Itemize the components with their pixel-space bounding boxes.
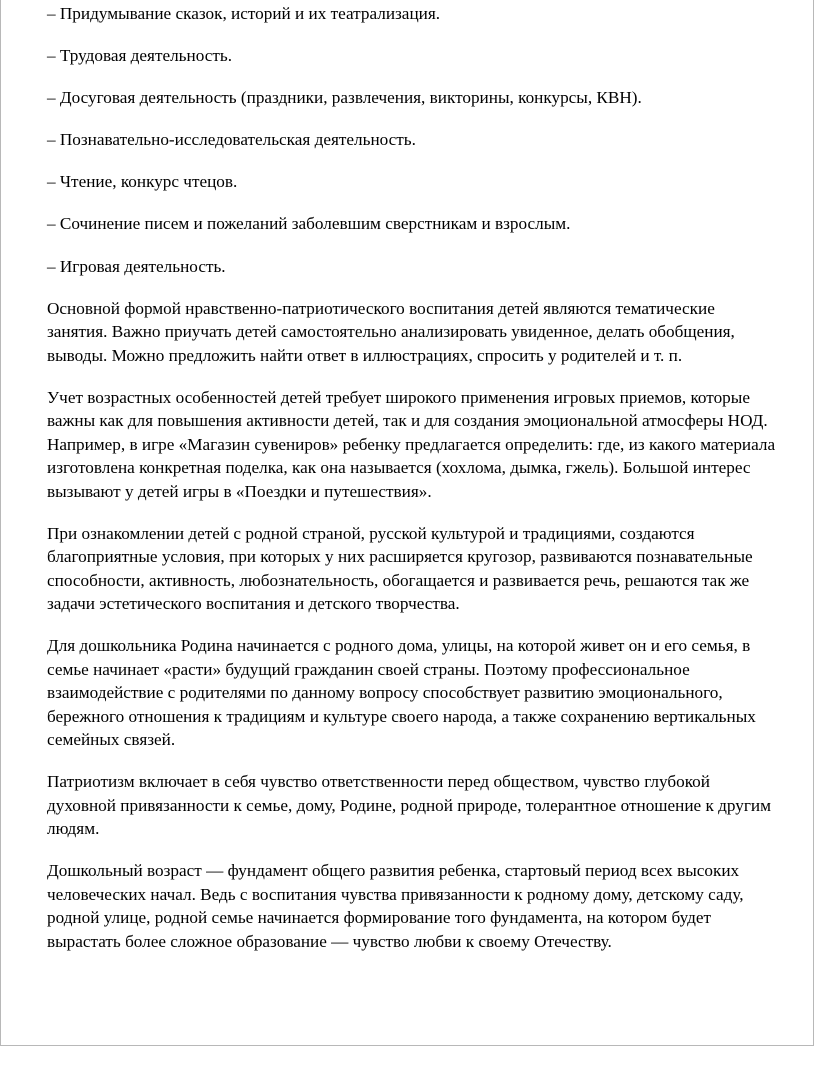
paragraph-patriotism: Патриотизм включает в себя чувство ответственности перед обществом, чувство глубокой духовной привязанности к семье, дому, Родине, родной природе, толерантное отношение к другим людям. [47, 772, 771, 839]
list-item-reading: – Чтение, конкурс чтецов. [47, 172, 238, 192]
paragraph-motherland-home: Для дошкольника Родина начинается с родного дома, улицы, на которой живет он и его семья, в семье начинает «расти» будущий гражданин своей страны. Поэтому профессиональное взаимодействие с родителями по данному вопросу способствует развитию эмоционального, бережного отношения к традициям и культуре своего народа, а также сохранению вертикальных семейных связей. [47, 636, 756, 750]
list-item-leisure: – Досуговая деятельность (праздники, развлечения, викторины, конкурсы, КВН). [47, 88, 642, 108]
list-item-labor: – Трудовая деятельность. [47, 46, 232, 66]
list-item-letters: – Сочинение писем и пожеланий заболевшим сверстникам и взрослым. [47, 214, 571, 234]
document-body [47, 0, 777, 972]
list-item-research: – Познавательно-исследовательская деятельность. [47, 130, 416, 150]
paragraph-preschool-age: Дошкольный возраст — фундамент общего развития ребенка, стартовый период всех высоких человеческих начал. Ведь с воспитания чувства привязанности к родному дому, детскому саду, родной улице, родной семье начинается формирование того фундамента, на котором будет вырастать более сложное образование — чувство любви к своему Отечеству. [47, 861, 744, 951]
paragraph-thematic-lessons: Основной формой нравственно-патриотического воспитания детей являются тематические занятия. Важно приучать детей самостоятельно анализировать увиденное, делать обобщения, выводы. Можно предложить найти ответ в иллюстрациях, спросить у родителей и т. п. [47, 298, 735, 365]
paragraph-native-country: При ознакомлении детей с родной страной, русской культурой и традициями, создаются благоприятные условия, при которых у них расширяется кругозор, развиваются познавательные способности, активность, любознательность, обогащается и развивается речь, решаются так же задачи эстетического воспитания и детского творчества. [47, 523, 753, 614]
list-item-fairy-tales: – Придумывание сказок, историй и их театрализация. [47, 4, 441, 23]
list-item-play: – Игровая деятельность. [47, 256, 226, 276]
paragraph-age-features: Учет возрастных особенностей детей требует широкого применения игровых приемов, которые важны как для повышения активности детей, так и для создания эмоциональной атмосферы НОД. Например, в игре «Магазин сувениров» ребенку предлагается определить: где, из какого материала изготовлена конкретная поделка, как она называется (хохлома, дымка, гжель). Большой интерес вызывают у детей игры в «Поездки и путешествия». [47, 387, 776, 501]
